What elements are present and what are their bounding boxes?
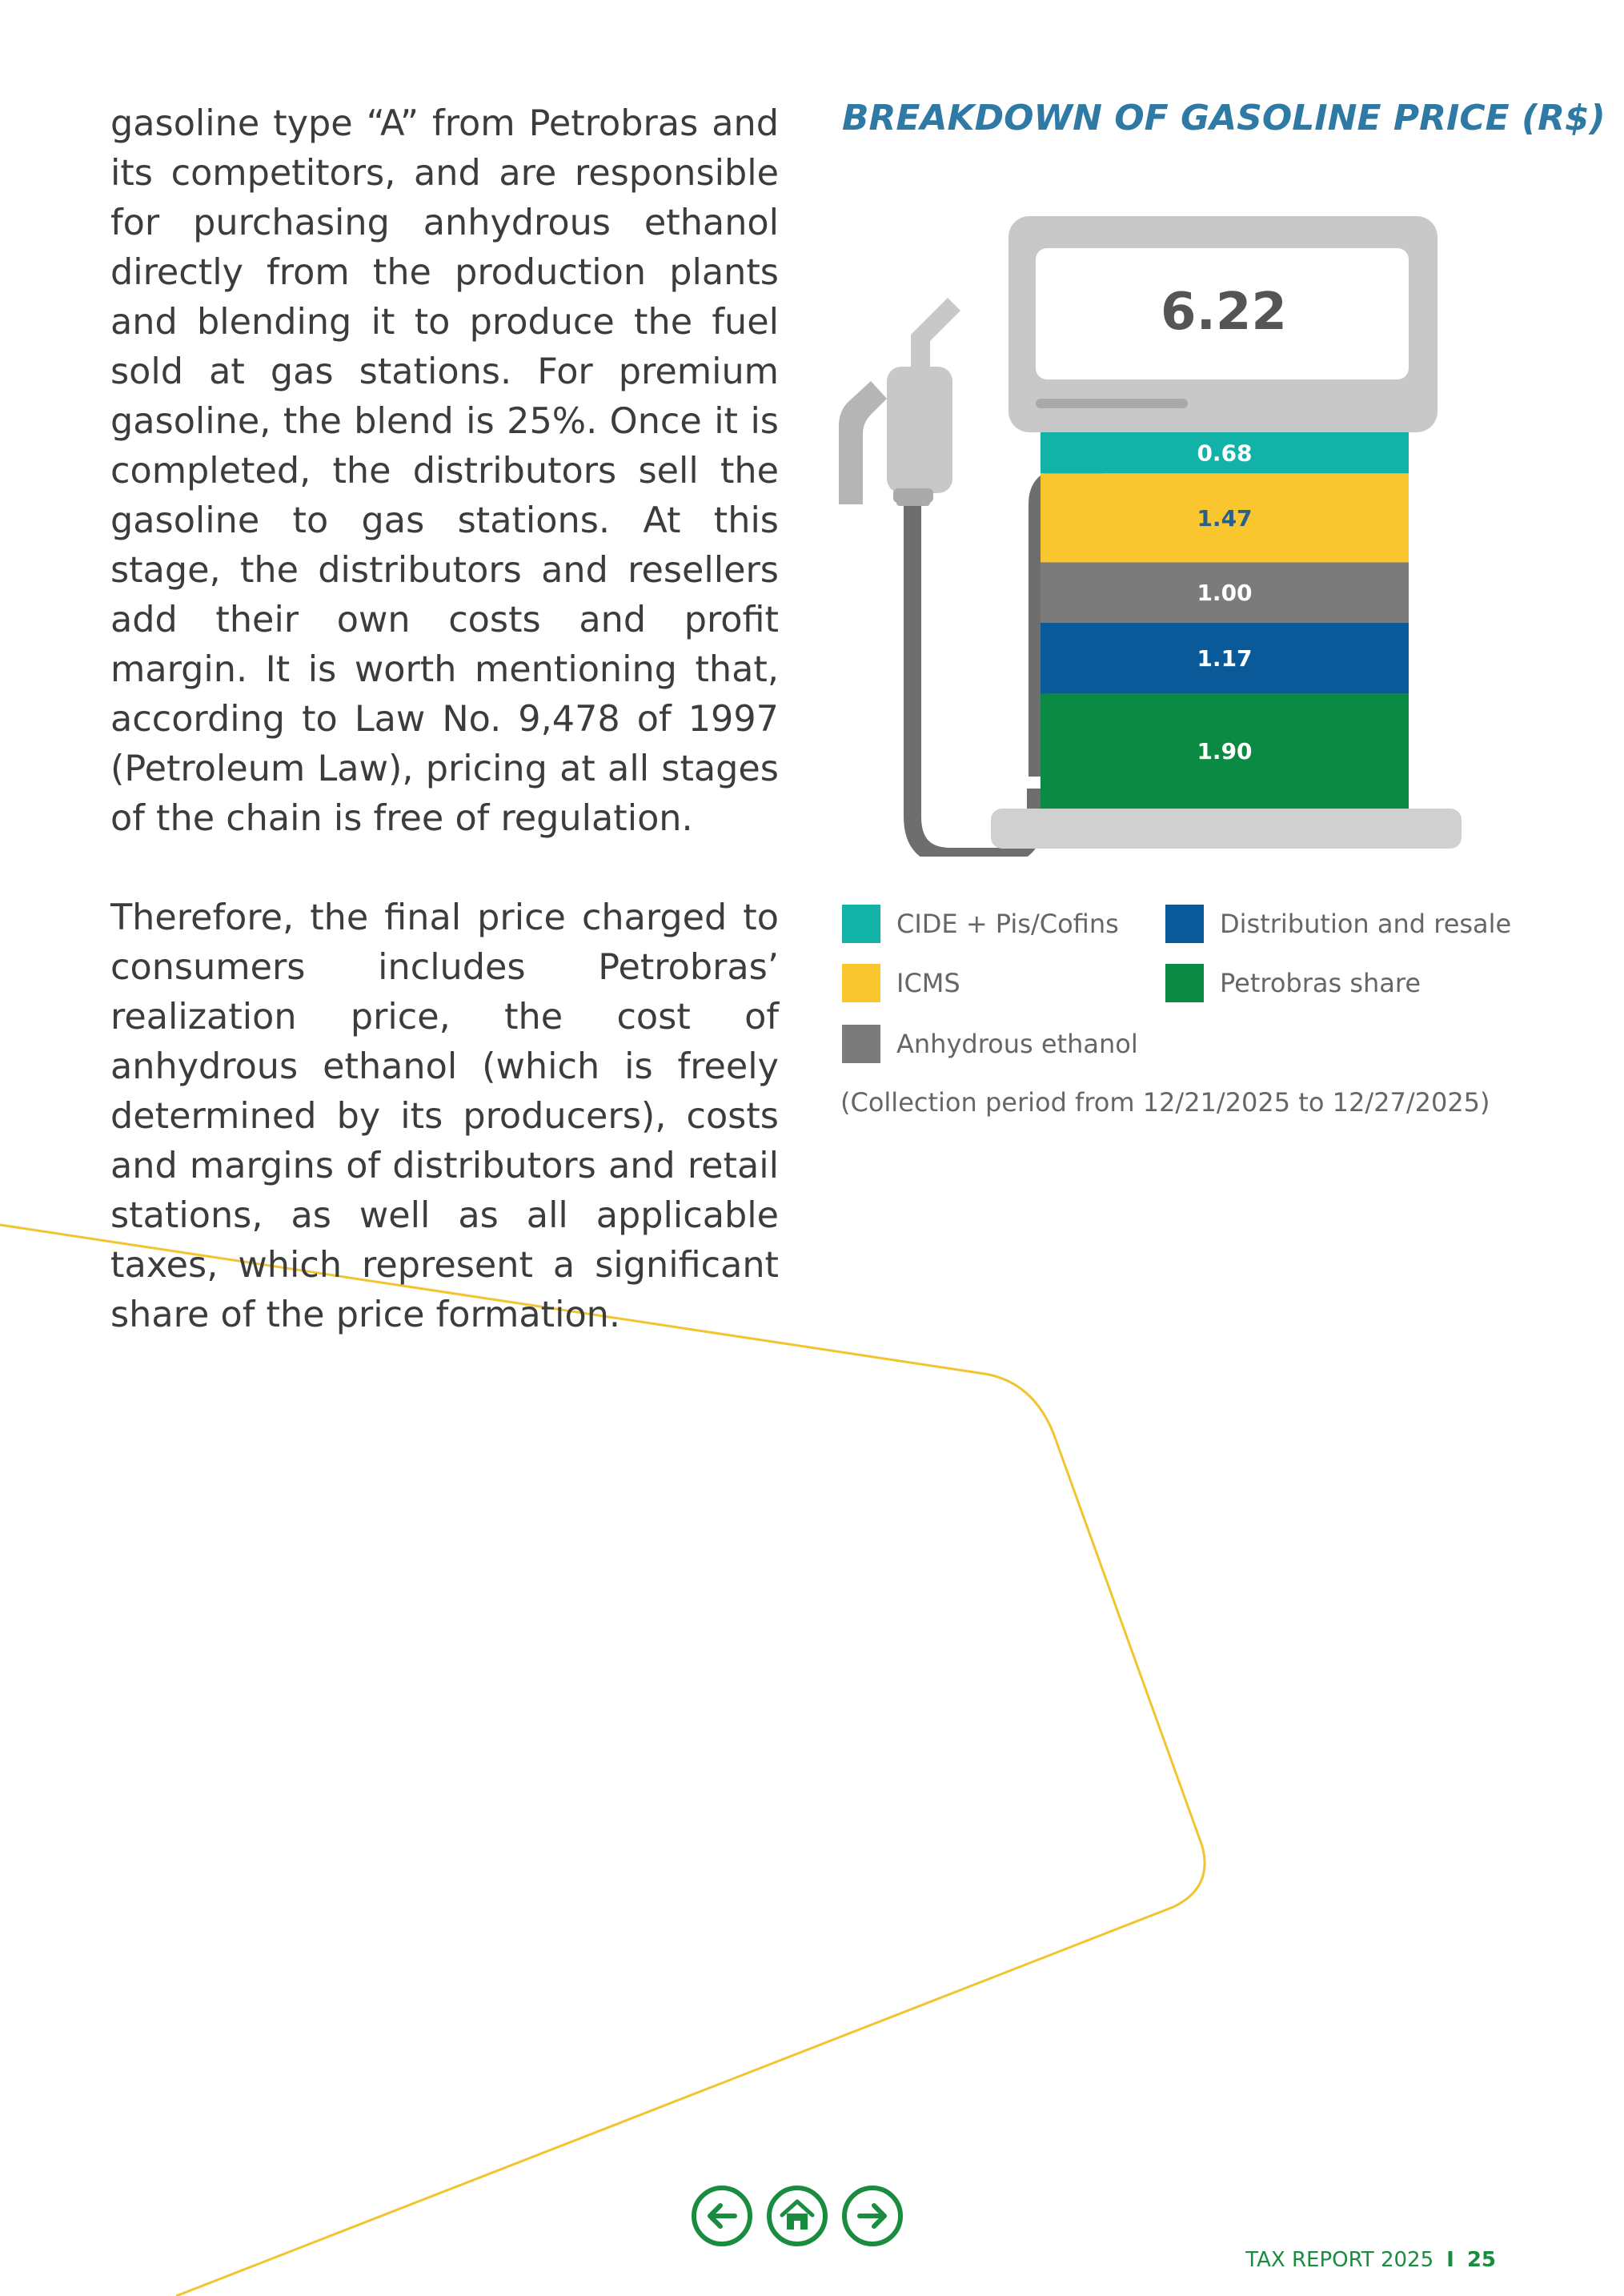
legend-swatch	[1165, 905, 1204, 943]
home-button[interactable]	[767, 2186, 828, 2246]
arrow-right-icon	[855, 2198, 890, 2234]
legend-swatch	[842, 964, 880, 1002]
total-price: 6.22	[1161, 283, 1287, 342]
legend-item-petrobras	[1165, 964, 1421, 1002]
report-title: TAX REPORT 2025	[1245, 2248, 1434, 2272]
legend-label: Anhydrous ethanol	[896, 1029, 1138, 1059]
price-segment-label: 1.17	[1197, 645, 1253, 672]
legend-swatch	[842, 905, 880, 943]
display-bar	[1036, 399, 1188, 408]
legend-label: ICMS	[896, 968, 960, 998]
price-segment-label: 0.68	[1197, 440, 1253, 467]
gas-pump-chart	[839, 216, 1463, 857]
pump-base	[991, 809, 1462, 849]
legend-item-cide	[842, 905, 1119, 943]
legend-label: Distribution and resale	[1220, 909, 1512, 939]
next-button[interactable]	[842, 2186, 903, 2246]
legend-swatch	[1165, 964, 1204, 1002]
page-navigation	[692, 2186, 903, 2246]
price-segment-label: 1.90	[1197, 738, 1253, 765]
legend-item-icms	[842, 964, 960, 1002]
legend-swatch	[842, 1025, 880, 1063]
home-icon	[779, 2198, 816, 2234]
body-text	[110, 99, 779, 1340]
legend-label: Petrobras share	[1220, 968, 1422, 998]
page-footer	[1245, 2248, 1496, 2272]
legend-item-distribution	[1165, 905, 1511, 943]
footer-separator: I	[1446, 2248, 1454, 2272]
collection-period-note: (Collection period from 12/21/2025 to 12/27/2025)	[840, 1087, 1490, 1118]
price-stack	[1041, 432, 1409, 809]
chart-title: BREAKDOWN OF GASOLINE PRICE (R$)	[842, 98, 1606, 138]
price-segment-label: 1.47	[1197, 504, 1253, 532]
arrow-left-icon	[704, 2198, 740, 2234]
legend-label: CIDE + Pis/Cofins	[896, 909, 1119, 939]
price-segment-label: 1.00	[1197, 580, 1253, 607]
back-button[interactable]	[692, 2186, 752, 2246]
legend-item-ethanol	[842, 1025, 1138, 1063]
paragraph: gasoline type “A” from Petrobras and its competitors, and are responsible for purchasing anhydrous ethanol directly from the production plants and blending it to produce the fuel sold at gas stations. For premium gasoline, the blend is 25%. Once it is completed, the distributors sell the gasoline to gas stations. At this stage, the distributors and resellers add their own costs and profit margin. It is worth mentioning that, according to Law No. 9,478 of 1997 (Petroleum Law), pricing at all stages of the chain is free of regulation.	[110, 103, 779, 839]
page-number: 25	[1466, 2248, 1496, 2272]
paragraph: Therefore, the final price charged to consumers includes Petrobras’ realization price, the cost of anhydrous ethanol (which is freely determined by its producers), costs and margins of distributors and retail stations, as well as all applicable taxes, which represent a significant share of the price formation.	[110, 897, 779, 1335]
